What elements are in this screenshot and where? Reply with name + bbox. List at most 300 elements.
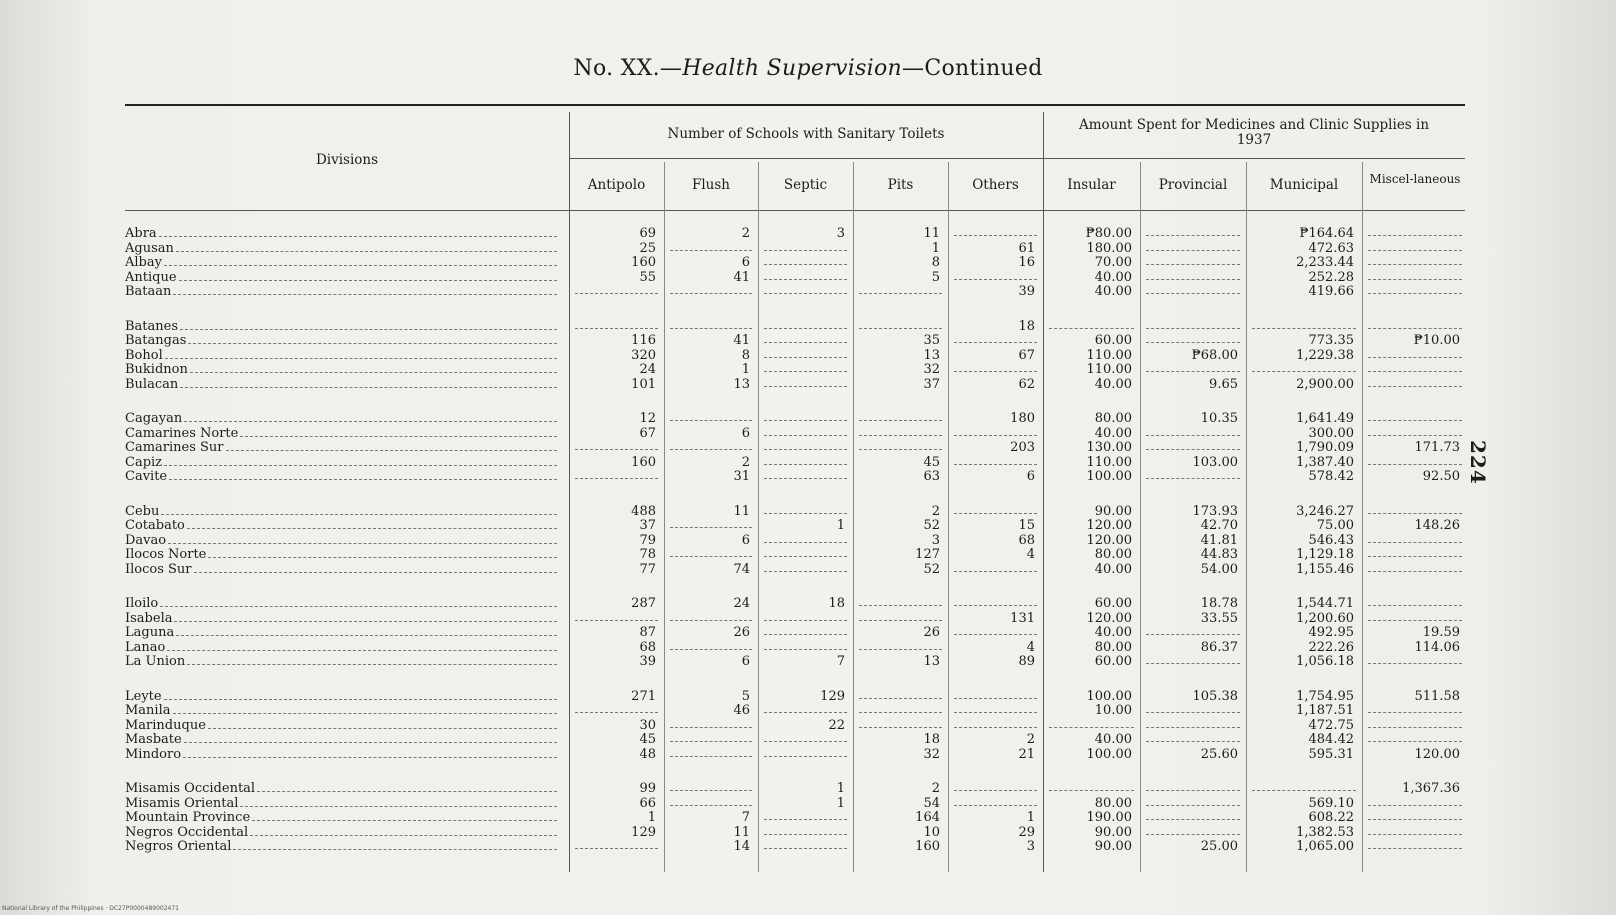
title-suffix: —Continued [902, 56, 1043, 81]
value-cell [1043, 782, 1140, 797]
value-cell [1043, 811, 1140, 826]
value-cell [1246, 597, 1362, 612]
gap-cell [853, 300, 948, 320]
leader-dots [250, 826, 557, 836]
page-number: 224 [1466, 440, 1490, 485]
value-text: 41 [733, 334, 750, 348]
value-text: 9.65 [1209, 377, 1238, 392]
value-cell [1043, 719, 1140, 734]
gap-cell [569, 300, 664, 320]
value-text: 68 [1018, 533, 1035, 548]
top-rule [125, 104, 1465, 106]
value-cell [569, 782, 664, 797]
gap-cell [758, 670, 853, 690]
table-row [125, 782, 1468, 797]
table-row [125, 363, 1468, 378]
value-cell [853, 811, 948, 826]
value-text: 40.00 [1094, 626, 1132, 640]
value-cell [1362, 612, 1468, 627]
value-cell [948, 655, 1043, 670]
gap-cell [569, 485, 664, 505]
empty-dash [1252, 782, 1356, 791]
value-text: 164 [915, 811, 940, 825]
gap-cell [758, 762, 853, 782]
value-cell [1246, 363, 1362, 378]
leader-dots [184, 733, 557, 743]
value-text: 160 [915, 840, 940, 854]
value-cell [758, 626, 853, 641]
value-cell [1362, 704, 1468, 719]
value-cell [1043, 256, 1140, 271]
value-cell [1043, 470, 1140, 485]
value-cell [1362, 334, 1468, 349]
value-text: 1,129.18 [1296, 548, 1354, 562]
division-name: Bukidnon [125, 363, 188, 377]
table-row [125, 271, 1468, 286]
value-cell [1140, 826, 1246, 841]
empty-dash [670, 641, 752, 650]
value-text: 16 [1018, 256, 1035, 270]
empty-dash [1368, 534, 1462, 543]
value-text: ₱80.00 [1085, 227, 1132, 241]
value-cell [1246, 378, 1362, 393]
value-cell [1246, 227, 1362, 242]
gap-cell [125, 670, 569, 690]
division-name: Abra [125, 227, 157, 241]
leader-dots [159, 227, 557, 237]
empty-dash [764, 320, 847, 329]
value-cell [569, 285, 664, 300]
value-cell [948, 782, 1043, 797]
empty-dash [575, 320, 658, 329]
value-cell [853, 797, 948, 812]
value-cell [853, 412, 948, 427]
value-cell [664, 256, 758, 271]
table-row [125, 285, 1468, 300]
division-cell [125, 626, 569, 641]
gap-cell [1246, 485, 1362, 505]
value-cell [1043, 349, 1140, 364]
value-text: 6 [1026, 470, 1035, 484]
division-cell [125, 378, 569, 393]
empty-dash [670, 441, 752, 450]
empty-dash [1368, 548, 1462, 557]
value-cell [664, 748, 758, 763]
table-row [125, 470, 1468, 485]
value-cell [1140, 733, 1246, 748]
value-cell [853, 320, 948, 335]
value-cell [1043, 320, 1140, 335]
value-cell [1140, 519, 1246, 534]
value-cell [1246, 704, 1362, 719]
gap-cell [853, 485, 948, 505]
value-cell [664, 733, 758, 748]
value-cell [1140, 470, 1246, 485]
empty-dash [1252, 363, 1356, 372]
value-cell [853, 378, 948, 393]
value-cell [1362, 363, 1468, 378]
value-cell [758, 655, 853, 670]
gap-cell [125, 577, 569, 597]
leader-dots [173, 285, 557, 295]
value-cell [853, 548, 948, 563]
value-cell [1362, 285, 1468, 300]
value-text: 129 [631, 825, 656, 840]
table-row [125, 534, 1468, 549]
division-cell [125, 427, 569, 442]
value-cell [1043, 840, 1140, 855]
gap-cell [1246, 577, 1362, 597]
value-cell [664, 641, 758, 656]
value-text: 173.93 [1192, 504, 1238, 519]
empty-dash [859, 690, 942, 699]
division-cell [125, 655, 569, 670]
value-text: 66 [639, 796, 656, 811]
division-cell [125, 748, 569, 763]
value-text: 78 [639, 548, 656, 562]
value-cell [853, 441, 948, 456]
value-cell [948, 412, 1043, 427]
leader-dots [188, 334, 557, 344]
value-cell [664, 441, 758, 456]
leader-dots [226, 441, 557, 451]
value-cell [664, 655, 758, 670]
division-cell [125, 719, 569, 734]
empty-dash [670, 733, 752, 742]
value-text: 3 [836, 227, 845, 241]
value-text: 11 [923, 227, 940, 241]
value-cell [758, 470, 853, 485]
division-cell [125, 412, 569, 427]
table-row [125, 378, 1468, 393]
value-cell [1246, 441, 1362, 456]
column-header-8: Miscel-laneous [1369, 172, 1461, 186]
value-text: 105.38 [1192, 689, 1238, 704]
value-cell [1140, 840, 1246, 855]
table-row [125, 519, 1468, 534]
value-cell [1043, 427, 1140, 442]
empty-dash [954, 363, 1037, 372]
value-cell [664, 349, 758, 364]
value-text: 80.00 [1094, 796, 1132, 811]
value-text: 2 [1026, 733, 1035, 747]
empty-dash [764, 256, 847, 265]
value-cell [853, 256, 948, 271]
empty-dash [1146, 782, 1240, 791]
division-name: Batangas [125, 334, 187, 348]
value-text: 6 [741, 256, 750, 270]
value-text: 45 [923, 455, 940, 470]
value-cell [569, 690, 664, 705]
empty-dash [1368, 655, 1462, 664]
value-cell [853, 427, 948, 442]
value-cell [664, 505, 758, 520]
gap-cell [125, 762, 569, 782]
gap-cell [664, 762, 758, 782]
division-cell [125, 704, 569, 719]
empty-dash [670, 285, 752, 294]
header-divisions: Divisions [315, 152, 379, 168]
gap-cell [1043, 762, 1140, 782]
value-text: 68 [639, 640, 656, 655]
empty-dash [954, 505, 1037, 514]
value-cell [1043, 563, 1140, 578]
gap-cell [664, 485, 758, 505]
value-cell [948, 626, 1043, 641]
value-text: 120.00 [1086, 519, 1132, 533]
empty-dash [1146, 363, 1240, 372]
gap-cell [569, 392, 664, 412]
empty-dash [764, 427, 847, 436]
gap-cell [1043, 670, 1140, 690]
value-text: 8 [741, 348, 750, 363]
value-text: 472.75 [1308, 718, 1354, 733]
value-text: 99 [639, 782, 656, 796]
value-cell [664, 626, 758, 641]
value-cell [569, 748, 664, 763]
value-cell [1043, 519, 1140, 534]
value-text: 54.00 [1200, 562, 1238, 577]
value-text: 1,065.00 [1296, 840, 1354, 854]
value-cell [853, 285, 948, 300]
value-cell [1043, 548, 1140, 563]
value-cell [948, 840, 1043, 855]
value-cell [1043, 797, 1140, 812]
value-cell [1043, 826, 1140, 841]
value-cell [1043, 733, 1140, 748]
value-cell [569, 334, 664, 349]
value-cell [948, 563, 1043, 578]
value-text: 74 [733, 562, 750, 577]
table-row [125, 242, 1468, 257]
value-cell [948, 378, 1043, 393]
value-cell [569, 470, 664, 485]
value-cell [758, 519, 853, 534]
value-cell [1362, 826, 1468, 841]
value-text: 2,900.00 [1296, 377, 1354, 392]
value-cell [569, 655, 664, 670]
group-gap [125, 762, 1468, 782]
empty-dash [1146, 334, 1240, 343]
value-cell [1043, 285, 1140, 300]
value-cell [569, 412, 664, 427]
empty-dash [954, 690, 1037, 699]
value-text: 488 [631, 504, 656, 519]
value-text: 48 [639, 747, 656, 762]
empty-dash [1146, 655, 1240, 664]
table-row [125, 704, 1468, 719]
value-cell [569, 271, 664, 286]
value-cell [758, 285, 853, 300]
value-cell [1246, 427, 1362, 442]
empty-dash [1146, 826, 1240, 835]
empty-dash [1368, 456, 1462, 465]
empty-dash [575, 470, 658, 479]
value-text: 1,544.71 [1296, 597, 1354, 611]
table-row [125, 641, 1468, 656]
empty-dash [1368, 427, 1462, 436]
empty-dash [670, 320, 752, 329]
value-cell [948, 227, 1043, 242]
empty-dash [1252, 320, 1356, 329]
empty-dash [764, 378, 847, 387]
value-text: 40.00 [1094, 377, 1132, 392]
leader-dots [167, 641, 557, 651]
value-cell [1362, 748, 1468, 763]
value-text: 61 [1018, 241, 1035, 256]
division-cell [125, 470, 569, 485]
division-cell [125, 505, 569, 520]
gap-cell [758, 577, 853, 597]
value-text: 1 [836, 519, 845, 533]
value-cell [948, 733, 1043, 748]
empty-dash [1368, 349, 1462, 358]
value-cell [1140, 441, 1246, 456]
value-text: 89 [1018, 655, 1035, 669]
value-cell [569, 256, 664, 271]
value-text: 79 [639, 533, 656, 548]
value-cell [948, 597, 1043, 612]
gap-cell [1246, 392, 1362, 412]
leader-dots [174, 612, 557, 622]
table-row [125, 797, 1468, 812]
value-text: 419.66 [1308, 285, 1354, 299]
value-cell [853, 690, 948, 705]
leader-dots [187, 655, 557, 665]
empty-dash [1146, 320, 1240, 329]
value-text: ₱68.00 [1191, 348, 1238, 363]
value-text: 300.00 [1308, 426, 1354, 441]
leader-dots [168, 534, 557, 544]
value-cell [853, 748, 948, 763]
value-cell [664, 470, 758, 485]
value-cell [569, 733, 664, 748]
group-gap [125, 577, 1468, 597]
value-cell [1043, 363, 1140, 378]
value-cell [1362, 242, 1468, 257]
value-cell [948, 441, 1043, 456]
value-text: 60.00 [1094, 597, 1132, 611]
value-cell [1140, 782, 1246, 797]
empty-dash [954, 227, 1037, 236]
value-cell [569, 840, 664, 855]
value-cell [1362, 840, 1468, 855]
value-cell [1246, 456, 1362, 471]
value-cell [758, 242, 853, 257]
value-cell [1362, 227, 1468, 242]
value-cell [664, 271, 758, 286]
column-header-3: Pits [887, 177, 914, 193]
value-text: 92.50 [1422, 470, 1460, 484]
empty-dash [859, 719, 942, 728]
value-cell [1362, 782, 1468, 797]
value-cell [1362, 505, 1468, 520]
value-cell [853, 470, 948, 485]
empty-dash [1368, 840, 1462, 849]
empty-dash [859, 285, 942, 294]
gap-cell [1140, 670, 1246, 690]
empty-dash [954, 271, 1037, 280]
table-row [125, 826, 1468, 841]
value-cell [948, 748, 1043, 763]
value-cell [569, 826, 664, 841]
empty-dash [954, 456, 1037, 465]
value-cell [569, 797, 664, 812]
value-cell [853, 334, 948, 349]
empty-dash [1146, 441, 1240, 450]
value-cell [664, 612, 758, 627]
value-cell [1246, 563, 1362, 578]
value-cell [758, 641, 853, 656]
value-text: 190.00 [1086, 811, 1132, 825]
value-text: 13 [923, 655, 940, 669]
value-text: 40.00 [1094, 562, 1132, 577]
value-cell [1140, 626, 1246, 641]
value-text: 1,387.40 [1296, 455, 1354, 470]
division-cell [125, 320, 569, 335]
footer-watermark: National Library of the Philippines · DC27P0000489002471 [2, 905, 179, 912]
value-cell [1246, 782, 1362, 797]
empty-dash [764, 811, 847, 820]
value-text: 40.00 [1094, 285, 1132, 299]
gap-cell [1140, 300, 1246, 320]
table-row [125, 811, 1468, 826]
value-cell [1362, 534, 1468, 549]
division-name: Antique [125, 270, 177, 285]
division-name: Isabela [125, 611, 173, 626]
table-row [125, 840, 1468, 855]
empty-dash [1049, 782, 1134, 791]
value-text: 271 [631, 689, 656, 704]
value-cell [1140, 285, 1246, 300]
value-cell [1362, 597, 1468, 612]
table-row [125, 748, 1468, 763]
group-gap [125, 485, 1468, 505]
gap-cell [1246, 762, 1362, 782]
gap-cell [664, 670, 758, 690]
value-text: 32 [923, 747, 940, 762]
data-table [125, 227, 1468, 855]
value-text: 773.35 [1308, 334, 1354, 348]
empty-dash [764, 612, 847, 621]
value-text: 1,382.53 [1296, 825, 1354, 840]
leader-dots [208, 548, 557, 558]
value-cell [1140, 534, 1246, 549]
value-cell [664, 548, 758, 563]
empty-dash [764, 840, 847, 849]
value-cell [664, 427, 758, 442]
value-text: 110.00 [1086, 363, 1132, 377]
value-text: 127 [915, 548, 940, 562]
value-text: 180.00 [1086, 241, 1132, 256]
value-cell [758, 748, 853, 763]
value-cell [664, 519, 758, 534]
division-cell [125, 840, 569, 855]
value-cell [569, 612, 664, 627]
value-cell [1043, 271, 1140, 286]
division-name: Bataan [125, 285, 172, 299]
value-cell [1362, 797, 1468, 812]
value-text: 21 [1018, 747, 1035, 762]
division-name: Davao [125, 533, 167, 548]
value-cell [758, 534, 853, 549]
division-name: Cagayan [125, 412, 183, 426]
division-name: Bulacan [125, 377, 179, 392]
value-text: 2 [931, 504, 940, 519]
value-cell [569, 719, 664, 734]
empty-dash [764, 271, 847, 280]
value-text: 171.73 [1414, 441, 1460, 455]
